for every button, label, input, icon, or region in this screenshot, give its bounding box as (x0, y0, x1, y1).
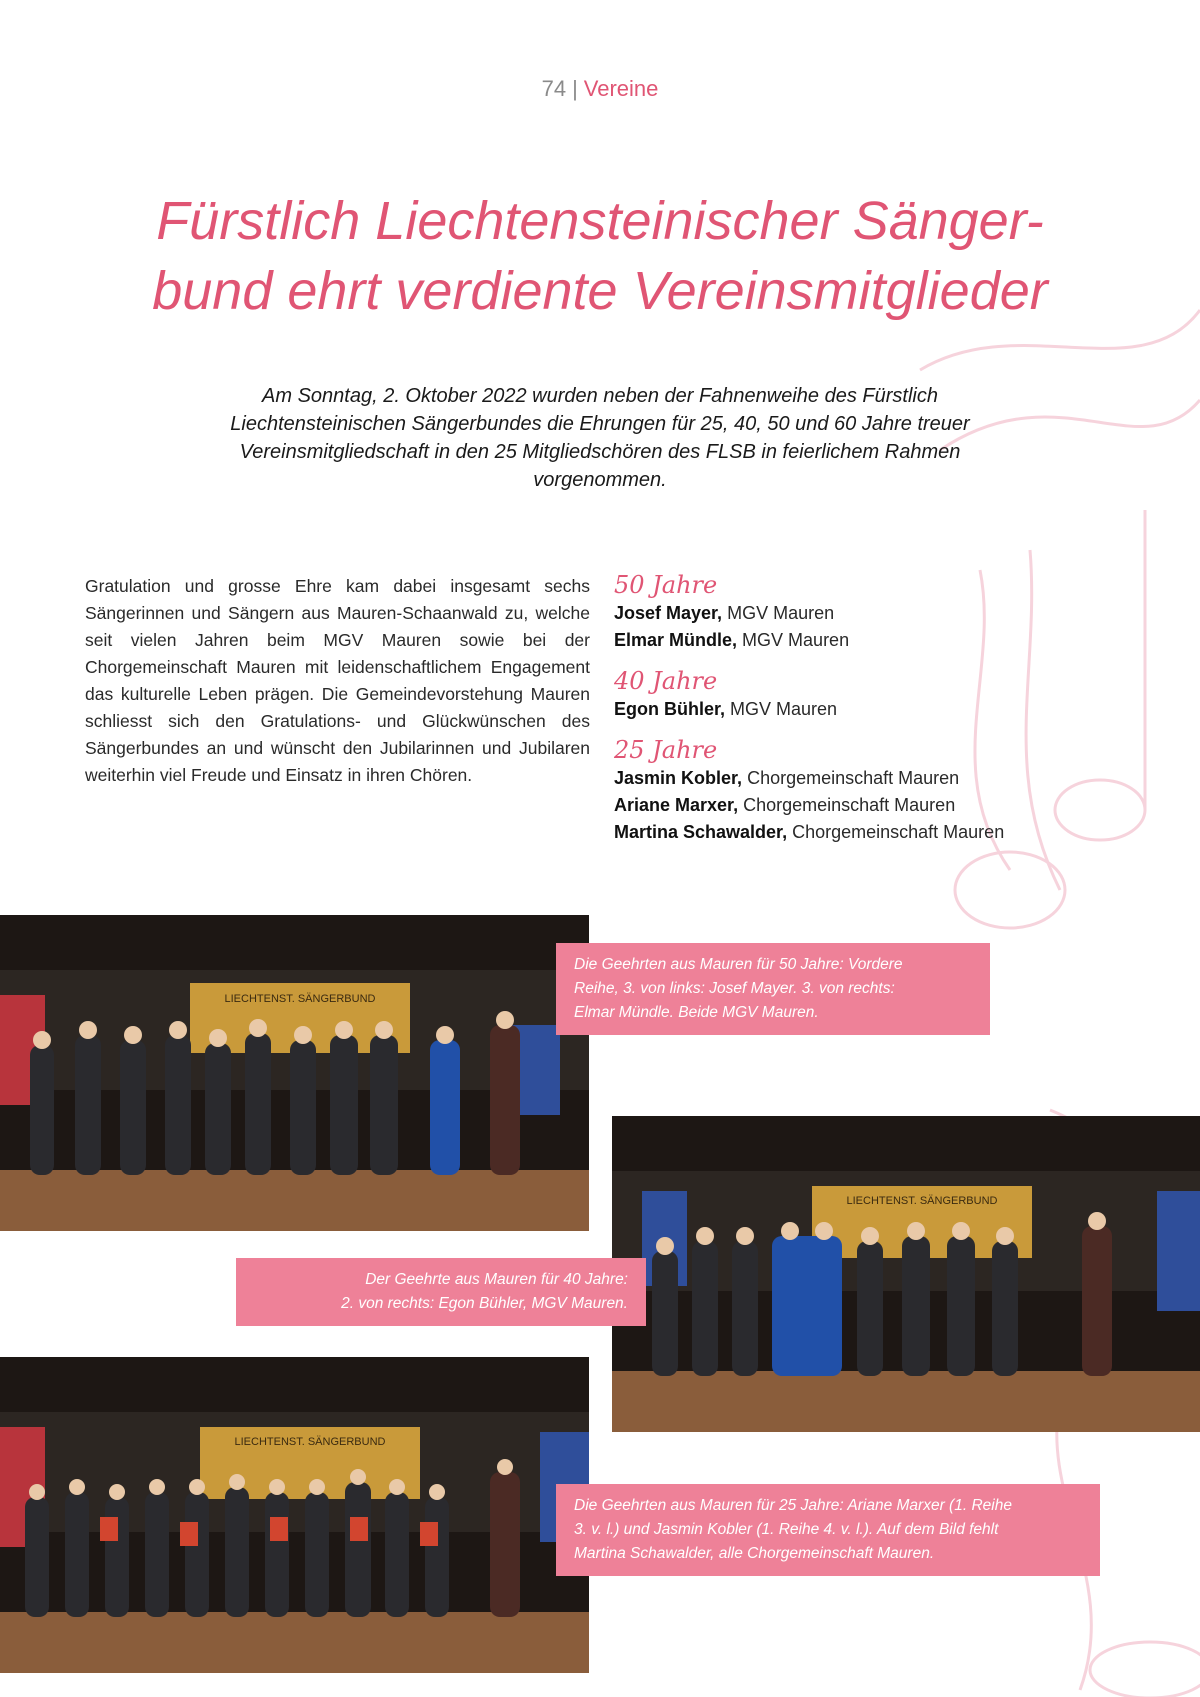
stage-banner-text: LIECHTENST. SÄNGERBUND (224, 993, 376, 1005)
honor-group-40 (614, 666, 1074, 723)
honor-group-25 (614, 735, 1074, 846)
title-line-2: bund ehrt verdiente Vereinsmitglieder (152, 261, 1048, 321)
honoree-name: Josef Mayer, (614, 603, 723, 623)
honor-entry (614, 819, 1074, 846)
photo-placeholder (0, 1357, 589, 1673)
caption-line: Die Geehrten aus Mauren für 50 Jahre: Vordere (574, 956, 903, 973)
honoree-club: Chorgemeinschaft Mauren (747, 768, 960, 788)
honoree-name: Elmar Mündle, (614, 630, 738, 650)
photo-caption-40-years (236, 1258, 646, 1326)
honor-entry (614, 765, 1074, 792)
honoree-club: Chorgemeinschaft Mauren (743, 795, 956, 815)
stage-banner-text: LIECHTENST. SÄNGERBUND (234, 1436, 386, 1448)
caption-line: Reihe, 3. von links: Josef Mayer. 3. von rechts: (574, 980, 895, 997)
page-number: 74 (541, 76, 567, 101)
photo-placeholder (0, 915, 589, 1231)
honoree-name: Martina Schawalder, (614, 822, 788, 842)
caption-line: Der Geehrte aus Mauren für 40 Jahre: (365, 1271, 628, 1288)
caption-line: Die Geehrten aus Mauren für 25 Jahre: Ariane Marxer (1. Reihe (574, 1497, 1012, 1514)
honoree-name: Egon Bühler, (614, 699, 726, 719)
group-photo-25-years (0, 1357, 589, 1673)
caption-line: Martina Schawalder, alle Chorgemeinschaft Mauren. (574, 1545, 935, 1562)
honor-entry (614, 600, 1074, 627)
intro-paragraph: Am Sonntag, 2. Oktober 2022 wurden neben der Fahnenweihe des Fürstlich Liechtensteinischen Sängerbundes die Ehrungen für 25, 40, 50 und 60 Jahre treuer Vereinsmitgliedschaft in den 25 Mitgliedschören des FLSB in feierlichem Rahmen vorgenommen. (230, 385, 970, 491)
honoree-name: Jasmin Kobler, (614, 768, 743, 788)
group-photo-50-years (0, 915, 589, 1231)
honoree-club: MGV Mauren (730, 699, 838, 719)
group-heading: 40 Jahre (614, 667, 718, 695)
honor-entry (614, 696, 1074, 723)
honoree-club: MGV Mauren (742, 630, 850, 650)
caption-line: Elmar Mündle. Beide MGV Mauren. (574, 1004, 819, 1021)
body-paragraph: Gratulation und grosse Ehre kam dabei insgesamt sechs Sängerinnen und Sängern aus Mauren-Schaanwald zu, welche seit vielen Jahren beim MGV Mauren sowie bei der Chorgemeinschaft Mauren mit leidenschaftlichem Engagement das kulturelle Leben prägen. Die Gemeindevorstehung Mauren schliesst sich den Gratulations- und Glückwünschen des Sängerbundes an und wünscht den Jubilarinnen und Jubilaren weiterhin viel Freude und Einsatz in ihren Chören. (85, 576, 590, 785)
group-heading: 25 Jahre (614, 736, 718, 764)
honoree-club: Chorgemeinschaft Mauren (792, 822, 1005, 842)
honoree-name: Ariane Marxer, (614, 795, 739, 815)
honor-group-50 (614, 570, 1074, 654)
honor-entry (614, 627, 1074, 654)
section-name: Vereine (583, 76, 659, 101)
honor-entry (614, 792, 1074, 819)
photo-placeholder (612, 1116, 1200, 1432)
stage-banner-text: LIECHTENST. SÄNGERBUND (846, 1195, 998, 1207)
caption-line: 2. von rechts: Egon Bühler, MGV Mauren. (341, 1295, 628, 1312)
photo-caption-50-years (556, 943, 990, 1035)
group-photo-40-years (612, 1116, 1200, 1432)
caption-line: 3. v. l.) und Jasmin Kobler (1. Reihe 4. v. l.). Auf dem Bild fehlt (574, 1521, 999, 1538)
photo-caption-25-years (556, 1484, 1100, 1576)
page-header (0, 76, 1200, 102)
group-heading: 50 Jahre (614, 571, 718, 599)
honors-list (614, 570, 1074, 858)
header-separator: | (572, 76, 578, 101)
article-title (60, 186, 1140, 326)
honoree-club: MGV Mauren (727, 603, 835, 623)
title-line-1: Fürstlich Liechtensteinischer Sänger- (156, 191, 1044, 251)
